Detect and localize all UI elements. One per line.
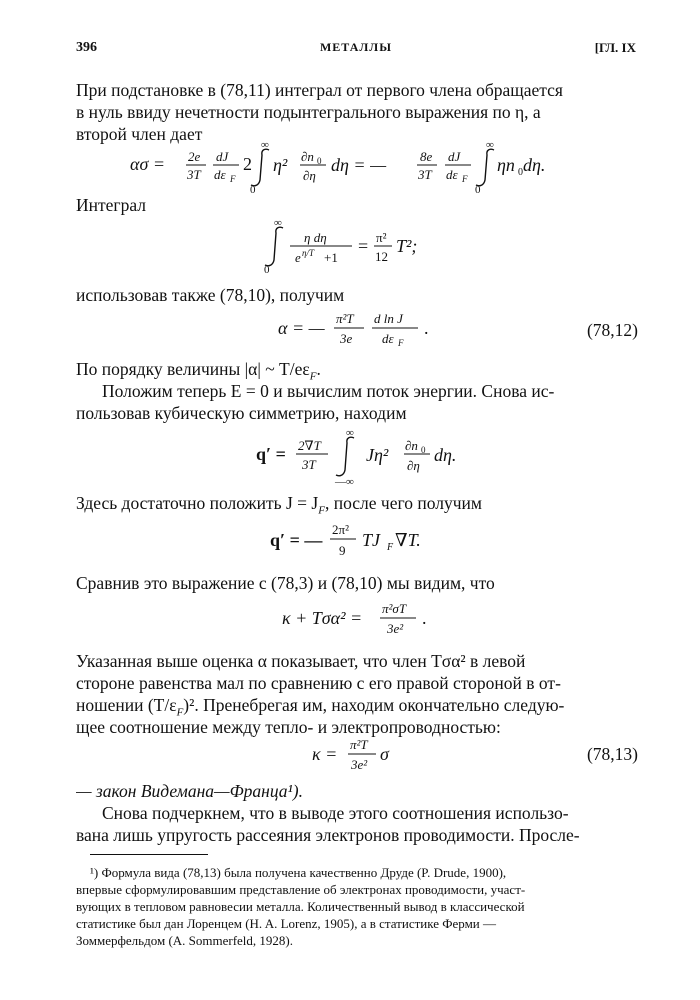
- formula-svg: [262, 216, 442, 274]
- formula-text: q′ =: [256, 444, 286, 464]
- footnote-rule: [90, 854, 208, 855]
- text-line: стороне равенства мал по сравнению с его правой стороной в от-: [76, 673, 561, 693]
- law-statement: [76, 780, 638, 802]
- formula-text: 3T: [302, 457, 316, 472]
- formula-text: ασ =: [130, 154, 165, 174]
- formula-integral: [262, 216, 442, 274]
- footnote-line: ¹) Формула вида (78,13) была получена качественно Друде (P. Drude, 1900),: [90, 865, 507, 880]
- formula-text: 0: [264, 264, 270, 274]
- formula-svg: [282, 596, 452, 642]
- formula-svg: [312, 732, 422, 778]
- formula-text: κ =: [312, 744, 338, 764]
- text-line: При подстановке в (78,11) интеграл от первого члена обращается: [76, 80, 563, 100]
- formula-text: π²: [376, 230, 387, 245]
- paragraph-7: [76, 650, 638, 738]
- integral-sign: [251, 149, 269, 186]
- text-line: — закон Видемана—Франца¹).: [76, 781, 304, 801]
- text-line: Интеграл: [76, 195, 146, 215]
- chapter-label: [ГЛ. IX: [594, 40, 636, 55]
- formula-text: 2: [243, 154, 252, 174]
- formula-text: κ + Tσα² =: [282, 608, 363, 628]
- formula-text: e: [295, 250, 301, 265]
- text-line: щее соотношение между тепло- и электропроводностью:: [76, 717, 501, 737]
- footnote-line: Зоммерфельдом (A. Sommerfeld, 1928).: [76, 933, 294, 948]
- formula-text: 0: [421, 445, 426, 455]
- formula-text: 0: [475, 184, 481, 194]
- text-span: ношении (T/ε: [76, 695, 177, 715]
- formula-kappa-sum: [282, 596, 452, 642]
- formula-q-prime: [270, 516, 460, 564]
- text-span: Здесь достаточно положить J = J: [76, 493, 319, 513]
- formula-text: F: [462, 174, 468, 184]
- formula-text: +1: [324, 250, 338, 265]
- formula-text: ∞: [274, 217, 282, 229]
- text-line: в нуль ввиду нечетности подынтегрального выражения по η, а: [76, 102, 541, 122]
- text-line: [76, 694, 638, 716]
- text-line: Снова подчеркнем, что в выводе этого соотношения использо-: [102, 803, 569, 823]
- formula-text: π²σT: [382, 601, 407, 616]
- equation-number: (78,13): [586, 744, 638, 764]
- formula-alpha-sigma: [130, 138, 590, 194]
- formula-svg: [130, 138, 590, 194]
- text-line: второй член дает: [76, 124, 203, 144]
- formula-text: F: [398, 338, 404, 348]
- text-span: )². Пренебрегая им, находим окончательно следую-: [183, 695, 565, 715]
- formula-text: 3T: [418, 167, 432, 182]
- formula-text: dε: [382, 331, 394, 346]
- formula-text: .: [422, 608, 427, 628]
- subscript: F: [309, 370, 317, 380]
- formula-text: 12: [375, 249, 388, 264]
- formula-text: —∞: [335, 476, 354, 486]
- formula-text: ηn: [497, 155, 515, 175]
- formula-text: σ: [380, 744, 389, 764]
- formula-text: ∞: [346, 427, 354, 439]
- formula-text: 2π²: [332, 522, 349, 537]
- text-span: По порядку величины |α| ~ T/eε: [76, 359, 310, 379]
- formula-text: ∂η: [303, 168, 316, 183]
- footnote-line: вующих в тепловом равновесии металла. Количественный вывод в классической: [76, 899, 525, 914]
- formula-text: ∞: [261, 139, 269, 151]
- integral-sign: [336, 437, 354, 476]
- formula-text: 9: [339, 543, 346, 558]
- formula-text: dJ: [216, 149, 229, 164]
- text-line: Указанная выше оценка α показывает, что член Tσα² в левой: [76, 651, 526, 671]
- formula-svg: [256, 426, 476, 486]
- formula-text: dJ: [448, 149, 461, 164]
- text-line: По порядку величины |α| ~ $T/e\varepsilon_F$.: [76, 358, 638, 380]
- formula-text: d ln J: [374, 311, 403, 326]
- formula-text: η dη: [304, 230, 327, 245]
- paragraph-8: [76, 802, 638, 846]
- formula-text: 0: [250, 184, 256, 194]
- formula-svg: [270, 516, 460, 564]
- text-line: [76, 492, 638, 514]
- formula-text: 3e: [340, 331, 353, 346]
- formula-text: 2∇T: [298, 438, 321, 453]
- text-line: Положим теперь E = 0 и вычислим поток энергии. Снова ис-: [102, 381, 555, 401]
- formula-text: 0: [518, 167, 523, 178]
- formula-text: dε: [214, 167, 226, 182]
- text-line: Сравнив это выражение с (78,3) и (78,10) мы видим, что: [76, 573, 495, 593]
- formula-text: TJ: [362, 530, 380, 550]
- formula-text: α = —: [278, 318, 325, 338]
- footnote-line: впервые сформулировавшим представление об электронах проводимости, участ-: [76, 882, 526, 897]
- formula-text: ∂n: [301, 149, 314, 164]
- paragraph-4: [76, 380, 638, 424]
- integral-sign: [265, 227, 283, 266]
- formula-text: F: [230, 174, 236, 184]
- formula-text: ∂n: [405, 438, 418, 453]
- formula-text: =: [358, 236, 369, 256]
- formula-text: .: [424, 318, 429, 338]
- text-line: вана лишь упругость рассеяния электронов проводимости. Просле-: [76, 825, 580, 845]
- paragraph-integral: [76, 194, 638, 216]
- formula-text: 0: [317, 156, 322, 166]
- formula-energy-flux: [256, 426, 476, 486]
- subscript: F: [318, 504, 325, 514]
- formula-text: η²: [273, 155, 288, 175]
- text-line: использовав также (78,10), получим: [76, 285, 345, 305]
- paragraph-1: [76, 79, 638, 145]
- integral-sign: [476, 149, 494, 186]
- formula-text: π²T: [350, 737, 368, 752]
- running-title: МЕТАЛЛЫ: [319, 40, 393, 54]
- subscript: F: [176, 706, 184, 716]
- formula-text: 8e: [420, 149, 433, 164]
- page-number: 396: [76, 40, 97, 55]
- text-span: , после чего получим: [324, 493, 482, 513]
- formula-wiedemann-franz: [312, 732, 422, 778]
- formula-text: ∇T.: [395, 530, 421, 550]
- formula-text: η/T: [302, 248, 314, 258]
- text-line: пользовав кубическую симметрию, находим: [76, 403, 407, 423]
- formula-text: dη = —: [331, 155, 387, 175]
- formula-text: T²;: [396, 236, 418, 256]
- formula-text: dε: [446, 167, 458, 182]
- running-header: [76, 40, 636, 60]
- paragraph-5: [76, 492, 638, 514]
- formula-text: 3e²: [387, 621, 404, 636]
- footnote: [76, 864, 638, 949]
- paragraph-6: [76, 572, 638, 594]
- formula-text: F: [387, 542, 394, 553]
- formula-text: 3T: [187, 167, 201, 182]
- formula-text: 3e²: [351, 757, 368, 772]
- formula-text: ∂η: [407, 458, 420, 473]
- formula-text: q′ = —: [270, 530, 323, 550]
- equation-number: (78,12): [586, 320, 638, 340]
- formula-alpha: [278, 306, 448, 352]
- formula-text: 2e: [188, 149, 201, 164]
- formula-text: dη.: [523, 155, 546, 175]
- formula-text: ∞: [486, 139, 494, 151]
- paragraph-2: [76, 284, 638, 306]
- formula-svg: [278, 306, 448, 352]
- footnote-line: статистике был дан Лоренцем (H. A. Lorenz, 1905), а в статистике Ферми —: [76, 916, 497, 931]
- paragraph-3: [76, 358, 638, 380]
- formula-text: Jη²: [366, 445, 389, 465]
- formula-text: dη.: [434, 445, 457, 465]
- formula-text: π²T: [336, 311, 354, 326]
